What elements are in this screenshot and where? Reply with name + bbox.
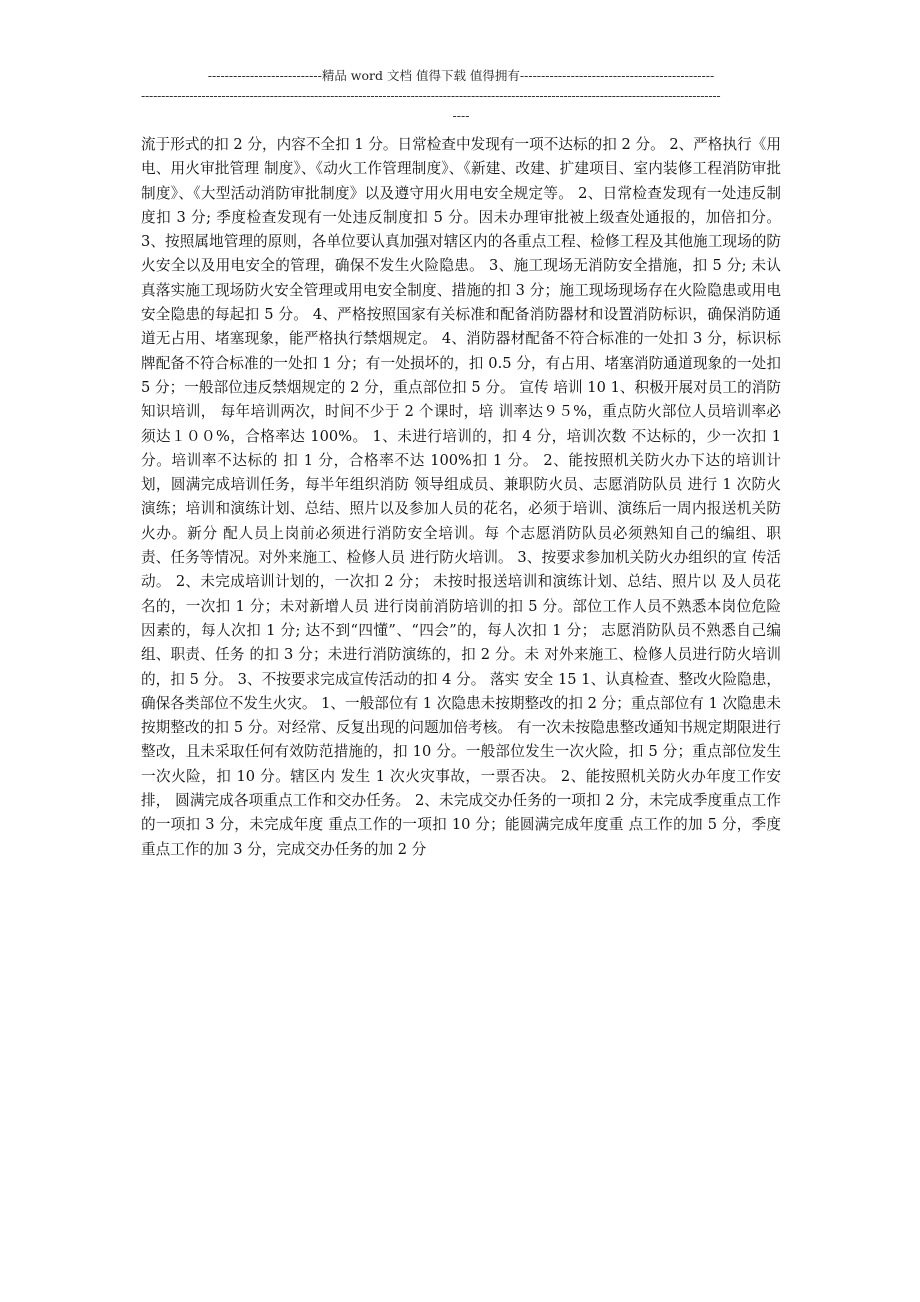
header-divider-tail: ---- (452, 108, 470, 123)
header-divider: ------------------------------------------------------------------------------------------------------------------------------------------------ (141, 88, 721, 103)
page-header (141, 66, 781, 126)
header-banner: ---------------------------精品 word 文档 值得下载 值得拥有---------------------------------------------- (207, 68, 715, 83)
body-paragraph: 流于形式的扣 2 分，内容不全扣 1 分。日常检查中发现有一项不达标的扣 2 分。 2、严格执行《用电、用火审批管理 制度》、《动火工作管理制度》、《新建、改建、扩建项目、室内装修工程消防审批制度》、《大型活动消防审批制度》以及遵守用火用电安全规定等。 2、日常检查发现有一处违反制度扣 3 分; 季度检查发现有一处违反制度扣 5 分。因未办理审批被上级查处通报的，加倍扣分。 3、按照属地管理的原则，各单位要认真加强对辖区内的各重点工程、检修工程及其他施工现场的防火安全以及用电安全的管理，确保不发生火险隐患。 3、施工现场无消防安全措施，扣 5 分; 未认真落实施工现场防火安全管理或用电安全制度、措施的扣 3 分；施工现场现场存在火险隐患或用电安全隐患的每起扣 5 分。 4、严格按照国家有关标准和配备消防器材和设置消防标识，确保消防通道无占用、堵塞现象，能严格执行禁烟规定。 4、消防器材配备不符合标准的一处扣 3 分，标识标牌配备不符合标准的一处扣 1 分；有一处损坏的，扣 0.5 分，有占用、堵塞消防通道现象的一处扣 5 分；一般部位违反禁烟规定的 2 分，重点部位扣 5 分。 宣传 培训 10 1、积极开展对员工的消防知识培训， 每年培训两次，时间不少于 2 个课时，培 训率达９５%，重点防火部位人员培训率必须达１００%，合格率达 100%。 1、未进行培训的，扣 4 分，培训次数 不达标的，少一次扣 1 分。培训率不达标的 扣 1 分，合格率不达 100%扣 1 分。 2、能按照机关防火办下达的培训计 划，圆满完成培训任务，每半年组织消防 领导组成员、兼职防火员、志愿消防队员 进行 1 次防火演练；培训和演练计划、总结、照片以及参加人员的花名，必须于培训、演练后一周内报送机关防火办。新分 配人员上岗前必须进行消防安全培训。每 个志愿消防队员必须熟知自己的编组、职 责、任务等情况。对外来施工、检修人员 进行防火培训。 3、按要求参加机关防火办组织的宣 传活动。 2、未完成培训计划的，一次扣 2 分； 未按时报送培训和演练计划、总结、照片以 及人员花名的，一次扣 1 分；未对新增人员 进行岗前消防培训的扣 5 分。部位工作人员不熟悉本岗位危险因素的，每人次扣 1 分; 达不到“四懂”、“四会”的，每人次扣 1 分； 志愿消防队员不熟悉自己编组、职责、任务 的扣 3 分；未进行消防演练的，扣 2 分。未 对外来施工、检修人员进行防火培训的，扣 5 分。 3、不按要求完成宣传活动的扣 4 分。 落实 安全 15 1、认真检查、整改火险隐患，确保各类部位不发生火灾。 1、一般部位有 1 次隐患未按期整改的扣 2 分；重点部位有 1 次隐患未按期整改的扣 5 分。对经常、反复出现的问题加倍考核。 有一次未按隐患整改通知书规定期限进行整改，且未采取任何有效防范措施的，扣 10 分。一般部位发生一次火险，扣 5 分；重点部位发生一次火险，扣 10 分。辖区内 发生 1 次火灾事故，一票否决。 2、能按照机关防火办年度工作安排， 圆满完成各项重点工作和交办任务。 2、未完成交办任务的一项扣 2 分，未完成季度重点工作的一项扣 3 分，未完成年度 重点工作的一项扣 10 分；能圆满完成年度重 点工作的加 5 分，季度重点工作的加 3 分，完成交办任务的加 2 分 (141, 136, 781, 858)
